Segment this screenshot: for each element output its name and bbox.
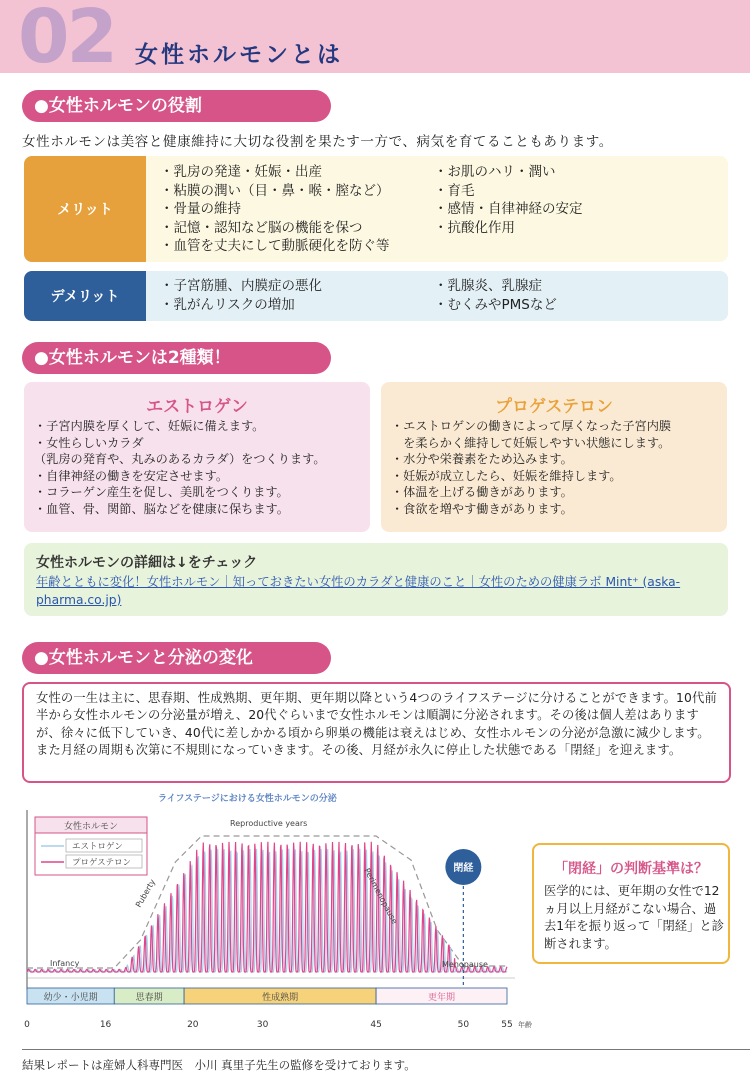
section-heading-types: ●女性ホルモンは2種類！ xyxy=(22,342,331,374)
criteria-body: 医学的には、更年期の女性で12ヵ月以上月経がこない場合、過去1年を振り返って「閉経」と診断されます。 xyxy=(544,884,724,951)
x-axis-label: 年齢 xyxy=(518,1021,532,1029)
x-tick-label: 30 xyxy=(256,1020,269,1030)
legend-title: 女性ホルモン xyxy=(63,822,119,832)
progesterone-item: ・食欲を増やす働きがあります。 xyxy=(391,501,573,516)
estrogen-item: ・コラーゲン産生を促し、美肌をつくります。 xyxy=(34,485,289,500)
demerit-item: ・むくみやPMSなど xyxy=(434,296,557,313)
stage-label: 幼少・小児期 xyxy=(43,993,98,1003)
stage-label: 更年期 xyxy=(428,993,456,1003)
merit-list-right xyxy=(434,163,583,237)
intro-text: 女性ホルモンは美容と健康維持に大切な役割を果たす一方で、病気を育てることもあります。 xyxy=(22,134,613,150)
estrogen-item: ・血管、骨、関節、脳などを健康に保ちます。 xyxy=(34,501,289,516)
progesterone-item: ・水分や栄養素をため込みます。 xyxy=(391,452,573,467)
x-tick-label: 55 xyxy=(501,1020,513,1030)
progesterone-list xyxy=(391,418,671,518)
infancy-label: Infancy xyxy=(50,959,80,968)
merit-item: ・お肌のハリ・潤い xyxy=(434,164,556,180)
x-tick-label: 0 xyxy=(24,1020,30,1030)
puberty-label: Puberty xyxy=(133,877,158,909)
demerit-list-left xyxy=(160,277,322,314)
page-title: 女性ホルモンとは xyxy=(135,42,343,68)
supervision-note: 結果レポートは産婦人科専門医 小川 真里子先生の監修を受けております。 xyxy=(22,1058,416,1072)
demerit-item: ・子宮筋腫、内膜症の悪化 xyxy=(160,278,322,294)
x-tick-label: 16 xyxy=(99,1020,112,1030)
menopause-label: Menopause xyxy=(442,960,488,969)
estrogen-item: ・自律神経の働きを安定させます。 xyxy=(34,468,229,483)
chart-title: ライフステージにおける女性ホルモンの分泌 xyxy=(158,794,337,804)
progesterone-item: ・エストロゲンの働きによって厚くなった子宮内膜 xyxy=(391,419,672,433)
lifestage-description-box xyxy=(22,682,731,783)
demerit-item: ・乳がんリスクの増加 xyxy=(160,296,295,313)
demerit-panel xyxy=(24,271,728,321)
legend-entry-progesterone: プロゲステロン xyxy=(72,858,131,868)
progesterone-title: プロゲステロン xyxy=(495,397,613,417)
merit-label: メリット xyxy=(24,156,146,262)
x-tick-label: 45 xyxy=(370,1020,382,1030)
x-axis-ticks xyxy=(24,1020,513,1030)
x-tick-label: 20 xyxy=(187,1020,199,1030)
lifestage-description: 女性の一生は主に、思春期、性成熟期、更年期、更年期以降という4つのライフステージに分けることができます。10代前半から女性ホルモンの分泌量が増え、20代ぐらいまで女性ホルモンは順調に分泌されます。その後は個人差はありますが、徐々に低下していき、40代に差しかかる頃から卵巣の機能は衰えはじめ、女性ホルモンの分泌が急激に減少します。また月経の周期も次第に不規則になっていきます。その後、月経が永久に停止した状態である「閉経」を迎えます。 xyxy=(36,691,717,758)
demerit-label: デメリット xyxy=(24,271,146,321)
detail-link[interactable]: 年齢とともに変化！女性ホルモン｜知っておきたい女性のカラダと健康のこと｜女性のための健康ラボ Mint⁺ (aska-pharma.co.jp) xyxy=(36,575,681,607)
merit-list-left xyxy=(160,163,390,256)
section-heading-role: ●女性ホルモンの役割 xyxy=(22,90,331,122)
section-heading-change: ●女性ホルモンと分泌の変化 xyxy=(22,642,331,674)
estrogen-title: エストロゲン xyxy=(146,397,248,417)
estrogen-item: （乳房の発育や、丸みのあるカラダ）をつくります。 xyxy=(34,452,326,467)
stage-label: 思春期 xyxy=(135,993,163,1003)
chart-legend xyxy=(35,817,147,875)
footer-divider xyxy=(22,1049,750,1050)
reproductive-years-label: Reproductive years xyxy=(230,819,308,828)
detail-link-box xyxy=(24,543,728,616)
criteria-title: 「閉経」の判断基準は？ xyxy=(554,861,708,877)
merit-item: ・乳房の発達・妊娠・出産 xyxy=(160,164,322,180)
merit-item: ・骨量の維持 xyxy=(160,201,241,218)
merit-item: ・感情・自律神経の安定 xyxy=(434,201,583,218)
demerit-list-right xyxy=(434,277,557,314)
merit-item: ・育毛 xyxy=(434,182,475,199)
merit-item: ・抗酸化作用 xyxy=(434,219,515,236)
perimenopause-label: Perimenopause xyxy=(362,866,400,926)
life-stage-bar xyxy=(27,988,507,1004)
merit-panel xyxy=(24,156,728,262)
menopause-badge-label: 閉経 xyxy=(453,863,474,874)
progesterone-card xyxy=(381,382,727,532)
hormone-chart xyxy=(0,800,532,1040)
section-number: 02 xyxy=(18,0,115,80)
estrogen-card xyxy=(24,382,370,532)
progesterone-item: を柔らかく維持して妊娠しやすい状態にします。 xyxy=(391,435,671,450)
progesterone-item: ・妊娠が成立したら、妊娠を維持します。 xyxy=(391,468,622,483)
menopause-criteria-box xyxy=(532,843,730,964)
x-tick-label: 50 xyxy=(457,1020,470,1030)
demerit-item: ・乳腺炎、乳腺症 xyxy=(434,278,542,294)
merit-item: ・粘膜の潤い（目・鼻・喉・膣など） xyxy=(160,182,390,199)
estrogen-item: ・女性らしいカラダ xyxy=(34,435,144,450)
legend-entry-estrogen: エストロゲン xyxy=(72,842,123,852)
estrogen-list xyxy=(34,418,326,518)
estrogen-item: ・子宮内膜を厚くして、妊娠に備えます。 xyxy=(34,419,265,433)
detail-link-heading: 女性ホルモンの詳細は↓をチェック xyxy=(36,555,258,571)
stage-label: 性成熟期 xyxy=(262,993,299,1003)
merit-item: ・血管を丈夫にして動脈硬化を防ぐ等 xyxy=(160,238,390,255)
progesterone-item: ・体温を上げる働きがあります。 xyxy=(391,485,573,500)
merit-item: ・記憶・認知など脳の機能を保つ xyxy=(160,219,363,236)
page-header xyxy=(0,0,750,80)
